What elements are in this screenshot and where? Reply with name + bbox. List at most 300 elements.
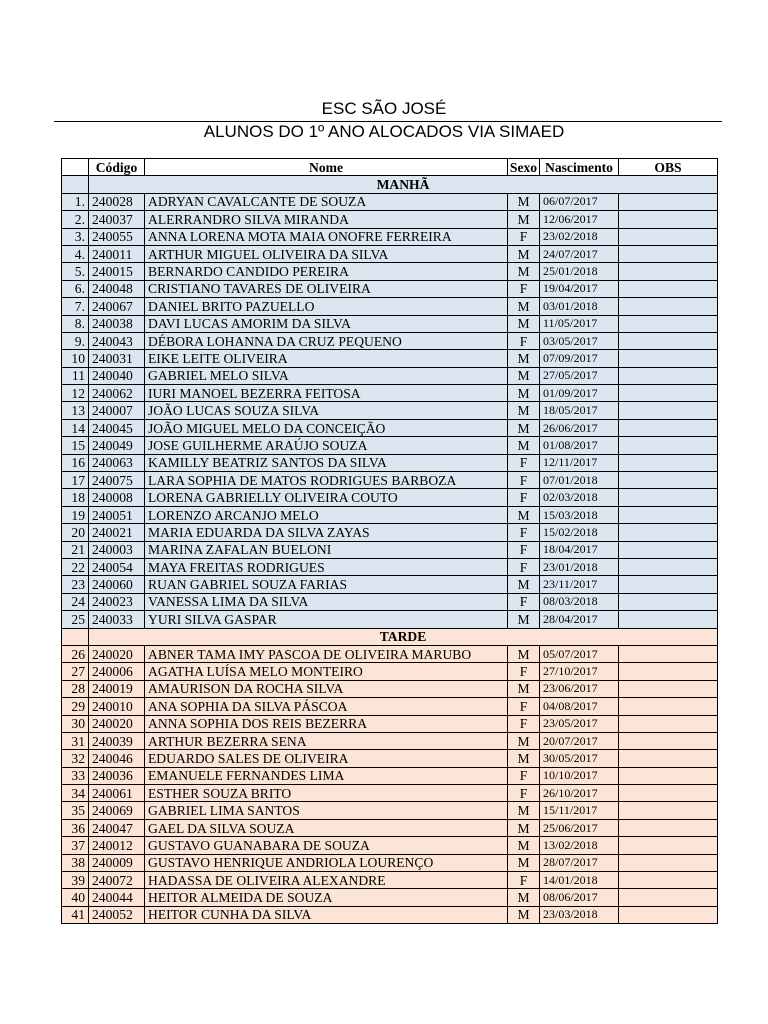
student-sex: M <box>508 245 540 262</box>
row-number: 17 <box>62 472 89 489</box>
document-subtitle: ALUNOS DO 1º ANO ALOCADOS VIA SIMAED <box>203 122 565 141</box>
student-sex: M <box>508 350 540 367</box>
student-birth-date: 28/07/2017 <box>540 854 619 871</box>
student-sex: M <box>508 680 540 697</box>
student-code: 240049 <box>89 437 145 454</box>
student-name: HEITOR CUNHA DA SILVA <box>145 906 508 923</box>
student-code: 240062 <box>89 385 145 402</box>
student-code: 240043 <box>89 332 145 349</box>
student-birth-date: 10/10/2017 <box>540 767 619 784</box>
student-birth-date: 27/10/2017 <box>540 663 619 680</box>
student-name: ABNER TAMA IMY PASCOA DE OLIVEIRA MARUBO <box>145 645 508 662</box>
student-code: 240011 <box>89 245 145 262</box>
table-row <box>62 402 718 419</box>
table-row <box>62 680 718 697</box>
row-number: 33 <box>62 767 89 784</box>
student-code: 240039 <box>89 732 145 749</box>
student-obs <box>619 332 718 349</box>
table-row <box>62 698 718 715</box>
student-obs <box>619 419 718 436</box>
student-sex: F <box>508 472 540 489</box>
table-row <box>62 802 718 819</box>
student-code: 240075 <box>89 472 145 489</box>
student-obs <box>619 524 718 541</box>
student-code: 240009 <box>89 854 145 871</box>
student-sex: F <box>508 715 540 732</box>
student-name: HEITOR ALMEIDA DE SOUZA <box>145 889 508 906</box>
row-number: 8. <box>62 315 89 332</box>
table-row <box>62 767 718 784</box>
row-number: 29 <box>62 698 89 715</box>
table-header-row <box>62 159 718 176</box>
student-obs <box>619 576 718 593</box>
student-sex: M <box>508 437 540 454</box>
student-obs <box>619 750 718 767</box>
student-obs <box>619 906 718 923</box>
table-row <box>62 280 718 297</box>
student-obs <box>619 593 718 610</box>
row-number: 28 <box>62 680 89 697</box>
student-sex: F <box>508 280 540 297</box>
table-row <box>62 245 718 262</box>
student-sex: F <box>508 593 540 610</box>
student-sex: F <box>508 698 540 715</box>
student-birth-date: 30/05/2017 <box>540 750 619 767</box>
table-row <box>62 385 718 402</box>
student-obs <box>619 402 718 419</box>
student-birth-date: 23/02/2018 <box>540 228 619 245</box>
student-code: 240003 <box>89 541 145 558</box>
student-code: 240063 <box>89 454 145 471</box>
header-name: Nome <box>145 159 508 176</box>
student-birth-date: 20/07/2017 <box>540 732 619 749</box>
student-birth-date: 23/03/2018 <box>540 906 619 923</box>
student-code: 240055 <box>89 228 145 245</box>
student-obs <box>619 802 718 819</box>
student-name: ANNA LORENA MOTA MAIA ONOFRE FERREIRA <box>145 228 508 245</box>
student-obs <box>619 437 718 454</box>
student-name: JOÃO LUCAS SOUZA SILVA <box>145 402 508 419</box>
student-name: BERNARDO CANDIDO PEREIRA <box>145 263 508 280</box>
table-row <box>62 750 718 767</box>
student-name: GABRIEL MELO SILVA <box>145 367 508 384</box>
student-name: DAVI LUCAS AMORIM DA SILVA <box>145 315 508 332</box>
student-obs <box>619 350 718 367</box>
student-obs <box>619 245 718 262</box>
table-row <box>62 819 718 836</box>
student-name: KAMILLY BEATRIZ SANTOS DA SILVA <box>145 454 508 471</box>
student-obs <box>619 680 718 697</box>
row-number: 32 <box>62 750 89 767</box>
student-birth-date: 01/08/2017 <box>540 437 619 454</box>
student-obs <box>619 872 718 889</box>
student-code: 240054 <box>89 558 145 575</box>
row-number: 2. <box>62 211 89 228</box>
student-name: DANIEL BRITO PAZUELLO <box>145 298 508 315</box>
student-birth-date: 14/01/2018 <box>540 872 619 889</box>
student-birth-date: 03/05/2017 <box>540 332 619 349</box>
student-obs <box>619 854 718 871</box>
student-birth-date: 01/09/2017 <box>540 385 619 402</box>
student-birth-date: 28/04/2017 <box>540 611 619 628</box>
row-number: 9. <box>62 332 89 349</box>
section-label: MANHÃ <box>89 176 718 193</box>
student-name: JOÃO MIGUEL MELO DA CONCEIÇÃO <box>145 419 508 436</box>
student-obs <box>619 611 718 628</box>
row-number: 13 <box>62 402 89 419</box>
row-number: 37 <box>62 837 89 854</box>
student-name: AMAURISON DA ROCHA SILVA <box>145 680 508 697</box>
table-row <box>62 524 718 541</box>
student-code: 240060 <box>89 576 145 593</box>
row-number: 15 <box>62 437 89 454</box>
student-code: 240015 <box>89 263 145 280</box>
student-obs <box>619 211 718 228</box>
header-code: Código <box>89 159 145 176</box>
table-row <box>62 645 718 662</box>
student-birth-date: 06/07/2017 <box>540 193 619 210</box>
student-code: 240069 <box>89 802 145 819</box>
row-number: 7. <box>62 298 89 315</box>
student-sex: F <box>508 524 540 541</box>
student-birth-date: 15/03/2018 <box>540 506 619 523</box>
student-birth-date: 26/06/2017 <box>540 419 619 436</box>
student-sex: M <box>508 889 540 906</box>
table-row <box>62 193 718 210</box>
student-name: CRISTIANO TAVARES DE OLIVEIRA <box>145 280 508 297</box>
student-birth-date: 12/06/2017 <box>540 211 619 228</box>
table-row <box>62 419 718 436</box>
student-birth-date: 23/05/2017 <box>540 715 619 732</box>
student-obs <box>619 454 718 471</box>
student-obs <box>619 228 718 245</box>
student-sex: F <box>508 454 540 471</box>
student-name: MAYA FREITAS RODRIGUES <box>145 558 508 575</box>
student-name: LARA SOPHIA DE MATOS RODRIGUES BARBOZA <box>145 472 508 489</box>
student-obs <box>619 837 718 854</box>
student-name: GUSTAVO HENRIQUE ANDRIOLA LOURENÇO <box>145 854 508 871</box>
student-code: 240038 <box>89 315 145 332</box>
student-code: 240047 <box>89 819 145 836</box>
row-number: 1. <box>62 193 89 210</box>
student-code: 240008 <box>89 489 145 506</box>
student-name: DÉBORA LOHANNA DA CRUZ PEQUENO <box>145 332 508 349</box>
student-code: 240061 <box>89 785 145 802</box>
row-number: 11 <box>62 367 89 384</box>
row-number: 6. <box>62 280 89 297</box>
student-sex: M <box>508 315 540 332</box>
row-number: 30 <box>62 715 89 732</box>
table-row <box>62 854 718 871</box>
student-obs <box>619 889 718 906</box>
row-number: 10 <box>62 350 89 367</box>
row-number: 31 <box>62 732 89 749</box>
student-sex: M <box>508 402 540 419</box>
row-number: 26 <box>62 645 89 662</box>
student-name: EMANUELE FERNANDES LIMA <box>145 767 508 784</box>
student-birth-date: 15/02/2018 <box>540 524 619 541</box>
table-row <box>62 437 718 454</box>
student-obs <box>619 367 718 384</box>
student-name: ALERRANDRO SILVA MIRANDA <box>145 211 508 228</box>
student-sex: M <box>508 906 540 923</box>
row-number: 25 <box>62 611 89 628</box>
table-row <box>62 715 718 732</box>
student-code: 240051 <box>89 506 145 523</box>
student-name: IURI MANOEL BEZERRA FEITOSA <box>145 385 508 402</box>
student-birth-date: 12/11/2017 <box>540 454 619 471</box>
student-sex: M <box>508 385 540 402</box>
row-number: 24 <box>62 593 89 610</box>
student-obs <box>619 732 718 749</box>
student-name: HADASSA DE OLIVEIRA ALEXANDRE <box>145 872 508 889</box>
row-number: 12 <box>62 385 89 402</box>
student-name: ESTHER SOUZA BRITO <box>145 785 508 802</box>
student-birth-date: 15/11/2017 <box>540 802 619 819</box>
student-name: RUAN GABRIEL SOUZA FARIAS <box>145 576 508 593</box>
student-name: GAEL DA SILVA SOUZA <box>145 819 508 836</box>
student-code: 240052 <box>89 906 145 923</box>
table-row <box>62 211 718 228</box>
table-row <box>62 541 718 558</box>
student-birth-date: 25/01/2018 <box>540 263 619 280</box>
row-number: 34 <box>62 785 89 802</box>
table-row <box>62 889 718 906</box>
roster-body <box>62 176 718 924</box>
student-birth-date: 08/03/2018 <box>540 593 619 610</box>
student-name: GABRIEL LIMA SANTOS <box>145 802 508 819</box>
student-sex: M <box>508 802 540 819</box>
row-number: 20 <box>62 524 89 541</box>
student-obs <box>619 193 718 210</box>
student-birth-date: 25/06/2017 <box>540 819 619 836</box>
header-obs: OBS <box>619 159 718 176</box>
student-name: ADRYAN CAVALCANTE DE SOUZA <box>145 193 508 210</box>
student-birth-date: 23/01/2018 <box>540 558 619 575</box>
table-row <box>62 315 718 332</box>
table-row <box>62 228 718 245</box>
row-number: 38 <box>62 854 89 871</box>
student-code: 240020 <box>89 715 145 732</box>
student-sex: M <box>508 854 540 871</box>
student-birth-date: 03/01/2018 <box>540 298 619 315</box>
student-name: EIKE LEITE OLIVEIRA <box>145 350 508 367</box>
student-code: 240048 <box>89 280 145 297</box>
student-obs <box>619 698 718 715</box>
table-row <box>62 298 718 315</box>
student-code: 240072 <box>89 872 145 889</box>
student-sex: F <box>508 767 540 784</box>
student-birth-date: 02/03/2018 <box>540 489 619 506</box>
student-sex: F <box>508 785 540 802</box>
table-row <box>62 367 718 384</box>
section-blank-cell <box>62 176 89 193</box>
row-number: 16 <box>62 454 89 471</box>
student-sex: F <box>508 332 540 349</box>
student-name: ANA SOPHIA DA SILVA PÁSCOA <box>145 698 508 715</box>
student-sex: M <box>508 419 540 436</box>
header-sex: Sexo <box>508 159 540 176</box>
row-number: 35 <box>62 802 89 819</box>
student-code: 240044 <box>89 889 145 906</box>
student-sex: M <box>508 211 540 228</box>
student-obs <box>619 298 718 315</box>
student-obs <box>619 645 718 662</box>
student-obs <box>619 767 718 784</box>
row-number: 3. <box>62 228 89 245</box>
student-obs <box>619 263 718 280</box>
school-title: ESC SÃO JOSÉ <box>321 99 447 118</box>
row-number: 18 <box>62 489 89 506</box>
student-birth-date: 27/05/2017 <box>540 367 619 384</box>
student-code: 240046 <box>89 750 145 767</box>
student-birth-date: 08/06/2017 <box>540 889 619 906</box>
student-roster-table <box>61 158 718 924</box>
student-code: 240006 <box>89 663 145 680</box>
student-sex: F <box>508 663 540 680</box>
row-number: 22 <box>62 558 89 575</box>
table-row <box>62 576 718 593</box>
student-sex: M <box>508 837 540 854</box>
student-sex: M <box>508 576 540 593</box>
table-row <box>62 732 718 749</box>
student-obs <box>619 785 718 802</box>
student-name: ARTHUR BEZERRA SENA <box>145 732 508 749</box>
section-blank-cell <box>62 628 89 645</box>
student-code: 240019 <box>89 680 145 697</box>
student-birth-date: 26/10/2017 <box>540 785 619 802</box>
table-row <box>62 489 718 506</box>
row-number: 36 <box>62 819 89 836</box>
row-number: 21 <box>62 541 89 558</box>
student-sex: M <box>508 298 540 315</box>
student-birth-date: 24/07/2017 <box>540 245 619 262</box>
student-sex: M <box>508 819 540 836</box>
student-code: 240028 <box>89 193 145 210</box>
table-row <box>62 506 718 523</box>
student-name: ARTHUR MIGUEL OLIVEIRA DA SILVA <box>145 245 508 262</box>
student-sex: M <box>508 645 540 662</box>
student-obs <box>619 472 718 489</box>
row-number: 14 <box>62 419 89 436</box>
table-row <box>62 332 718 349</box>
student-obs <box>619 819 718 836</box>
student-code: 240020 <box>89 645 145 662</box>
table-row <box>62 350 718 367</box>
student-code: 240033 <box>89 611 145 628</box>
row-number: 27 <box>62 663 89 680</box>
student-code: 240010 <box>89 698 145 715</box>
table-row <box>62 263 718 280</box>
row-number: 23 <box>62 576 89 593</box>
student-birth-date: 23/06/2017 <box>540 680 619 697</box>
student-birth-date: 18/05/2017 <box>540 402 619 419</box>
row-number: 40 <box>62 889 89 906</box>
student-sex: M <box>508 263 540 280</box>
student-code: 240031 <box>89 350 145 367</box>
student-birth-date: 07/01/2018 <box>540 472 619 489</box>
student-name: YURI SILVA GASPAR <box>145 611 508 628</box>
student-code: 240045 <box>89 419 145 436</box>
table-row <box>62 872 718 889</box>
row-number: 19 <box>62 506 89 523</box>
student-code: 240037 <box>89 211 145 228</box>
student-sex: M <box>508 732 540 749</box>
student-code: 240021 <box>89 524 145 541</box>
table-row <box>62 663 718 680</box>
student-sex: M <box>508 611 540 628</box>
student-obs <box>619 315 718 332</box>
student-sex: F <box>508 228 540 245</box>
student-obs <box>619 715 718 732</box>
table-row <box>62 837 718 854</box>
student-sex: M <box>508 193 540 210</box>
student-code: 240007 <box>89 402 145 419</box>
student-name: LORENZO ARCANJO MELO <box>145 506 508 523</box>
row-number: 4. <box>62 245 89 262</box>
student-obs <box>619 506 718 523</box>
student-birth-date: 19/04/2017 <box>540 280 619 297</box>
header-number <box>62 159 89 176</box>
student-obs <box>619 558 718 575</box>
student-code: 240067 <box>89 298 145 315</box>
student-sex: M <box>508 367 540 384</box>
student-obs <box>619 280 718 297</box>
student-sex: F <box>508 489 540 506</box>
section-header-row <box>62 628 718 645</box>
student-name: ANNA SOPHIA DOS REIS BEZERRA <box>145 715 508 732</box>
student-birth-date: 18/04/2017 <box>540 541 619 558</box>
student-obs <box>619 385 718 402</box>
student-name: VANESSA LIMA DA SILVA <box>145 593 508 610</box>
table-row <box>62 906 718 923</box>
student-obs <box>619 489 718 506</box>
table-row <box>62 454 718 471</box>
student-code: 240036 <box>89 767 145 784</box>
student-obs <box>619 541 718 558</box>
row-number: 41 <box>62 906 89 923</box>
student-obs <box>619 663 718 680</box>
table-row <box>62 611 718 628</box>
student-name: MARIA EDUARDA DA SILVA ZAYAS <box>145 524 508 541</box>
row-number: 39 <box>62 872 89 889</box>
student-name: JOSE GUILHERME ARAÚJO SOUZA <box>145 437 508 454</box>
section-label: TARDE <box>89 628 718 645</box>
header-birth-date: Nascimento <box>540 159 619 176</box>
student-sex: F <box>508 872 540 889</box>
student-birth-date: 23/11/2017 <box>540 576 619 593</box>
student-birth-date: 07/09/2017 <box>540 350 619 367</box>
student-name: LORENA GABRIELLY OLIVEIRA COUTO <box>145 489 508 506</box>
student-birth-date: 11/05/2017 <box>540 315 619 332</box>
table-row <box>62 472 718 489</box>
student-sex: F <box>508 558 540 575</box>
student-name: AGATHA LUÍSA MELO MONTEIRO <box>145 663 508 680</box>
student-birth-date: 04/08/2017 <box>540 698 619 715</box>
row-number: 5. <box>62 263 89 280</box>
table-row <box>62 558 718 575</box>
student-name: MARINA ZAFALAN BUELONI <box>145 541 508 558</box>
student-code: 240023 <box>89 593 145 610</box>
student-code: 240012 <box>89 837 145 854</box>
table-row <box>62 785 718 802</box>
student-code: 240040 <box>89 367 145 384</box>
table-row <box>62 593 718 610</box>
student-sex: M <box>508 750 540 767</box>
student-name: EDUARDO SALES DE OLIVEIRA <box>145 750 508 767</box>
section-header-row <box>62 176 718 193</box>
student-birth-date: 13/02/2018 <box>540 837 619 854</box>
